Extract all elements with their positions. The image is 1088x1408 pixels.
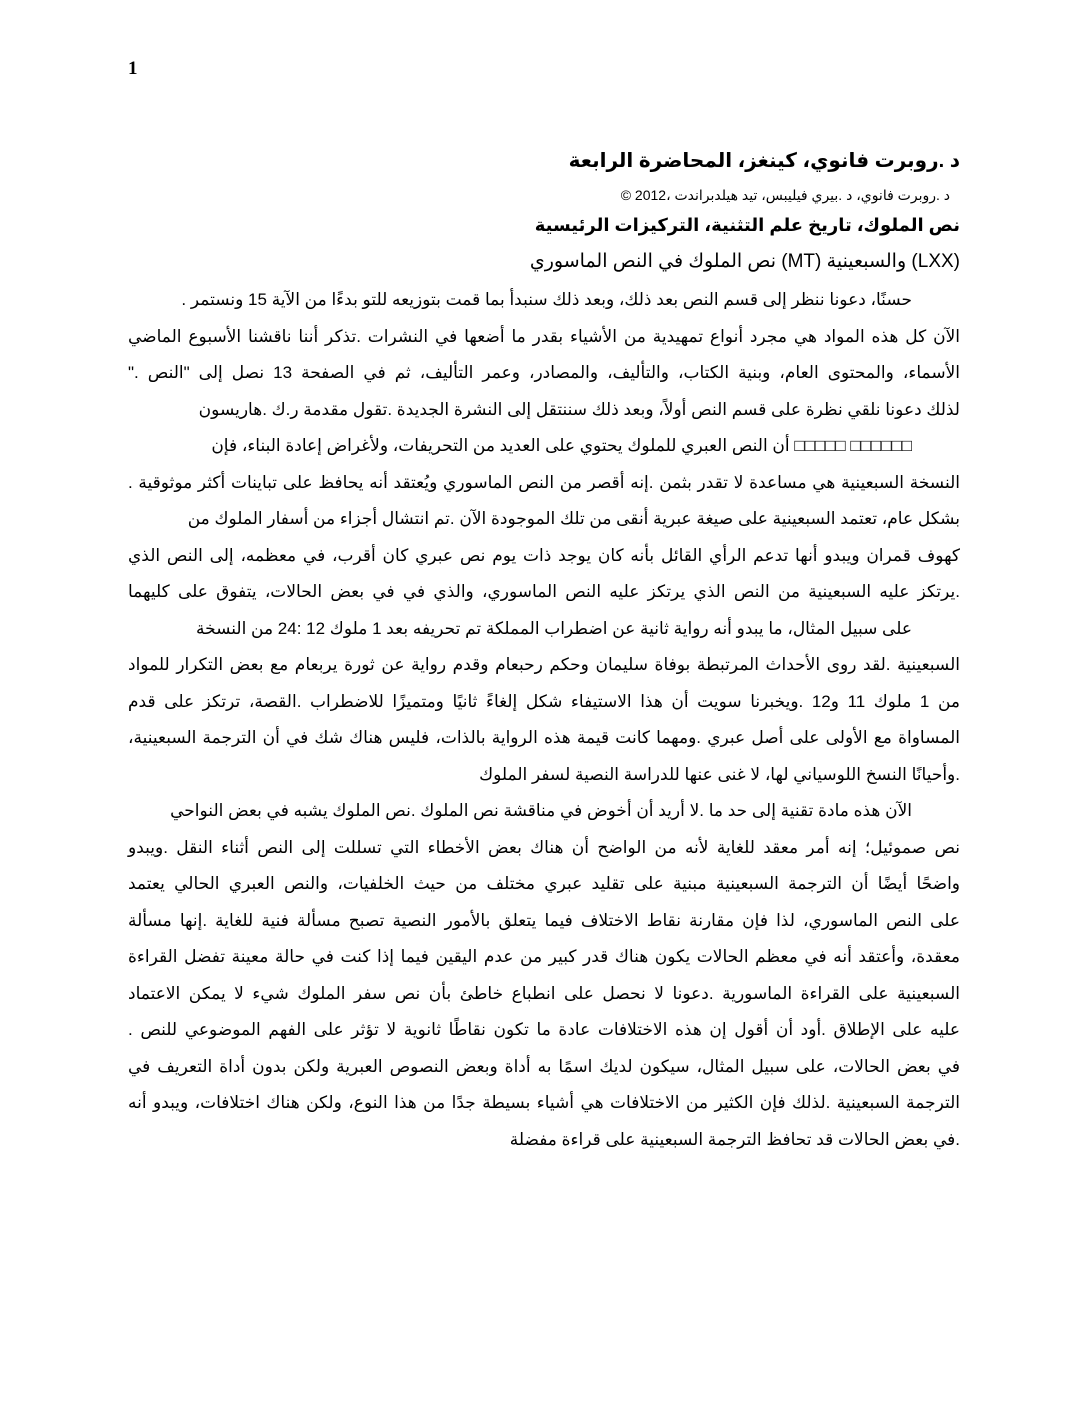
paragraph-line: المساواة مع الأولى على أصل عبري .ومهما كانت قيمة هذه الرواية بالذات، فليس هناك شك في أن الترجمة السبعينية، xyxy=(128,728,960,747)
paragraph-line: الترجمة السبعينية .لذلك فإن الكثير من الاختلافات هي أشياء بسيطة جدًا من هذا النوع، ولكن هناك اختلافات، ويبدو أنه xyxy=(128,1093,960,1112)
copyright-line: د .روبرت فانوي، د .بيري فيليبس، تيد هيلدبراندت ،2012 © xyxy=(620,187,950,203)
paragraph xyxy=(128,428,960,611)
paragraph-line: على سبيل المثال، ما يبدو أنه رواية ثانية عن اضطراب المملكة تم تحريفه بعد 1 ملوك 12 :24 من النسخة xyxy=(196,618,912,638)
paragraph-line: من 1 ملوك 11 و12 .ويخبرنا سويت أن هذا الاستيفاء شكل إلغاءً ثانيًا ومتميزًا للاضطراب .القصة، ترتكز على قدم xyxy=(128,691,960,711)
paragraph-line: على النص الماسوري، لذا فإن مقارنة نقاط الاختلاف فيما يتعلق بالأمور النصية تصبح مسألة فنية للغاية .إنها مسألة xyxy=(128,910,960,930)
paragraph-line: السبعينية .لقد روى الأحداث المرتبطة بوفاة سليمان وحكم رحبعام وقدم رواية عن ثورة يربعام مع بعض التكرار للمواد xyxy=(128,655,960,674)
paragraph xyxy=(128,611,960,794)
paragraph-line: نص صموئيل؛ إنه أمر معقد للغاية لأنه من الواضح أن هناك بعض الأخطاء التي تسللت إلى النص أثناء النقل .ويبدو xyxy=(128,837,960,857)
paragraph-line: .يرتكز عليه السبعينية من النص الذي يرتكز عليه النص الماسوري، والذي في في بعض الحالات، يتفوق على كليهما xyxy=(128,582,960,601)
paragraph xyxy=(128,793,960,1158)
page-number: 1 xyxy=(128,58,138,79)
paragraph-line: بشكل عام، تعتمد السبعينية على صيغة عبرية أنقى من تلك الموجودة الآن .تم انتشال أجزاء من أسفار الملوك من xyxy=(187,509,960,528)
paragraph-line: .وأحيانًا النسخ اللوسياني لها، لا غنى عنها للدراسة النصية لسفر الملوك xyxy=(479,764,960,784)
paragraph-line: معقدة، وأعتقد أنه في معظم الحالات يكون هناك قدر كبير من عدم اليقين فيما إذا كنت في حالة معينة تفضل القراءة xyxy=(128,947,960,966)
paragraph-line: النسخة السبعينية هي مساعدة لا تقدر بثمن .إنه أقصر من النص الماسوري ويُعتقد أنه يحافظ على تباينات أكثر موثوقية . xyxy=(128,472,960,492)
paragraph xyxy=(128,282,960,428)
paragraph-line: السبعينية على القراءة الماسورية .دعونا لا نحصل على انطباع خاطئ بأن نص سفر الملوك شيء لا يمكن الاعتماد xyxy=(128,983,960,1003)
section-heading: (LXX) والسبعينية (MT) نص الملوك في النص الماسوري xyxy=(529,251,960,272)
paragraph-line: عليه على الإطلاق .أود أن أقول إن هذه الاختلافات عادة ما تكون نقاطًا ثانوية لا تؤثر على الفهم الموضوعي للنص . xyxy=(128,1020,960,1039)
paragraph-line: الآن هذه مادة تقنية إلى حد ما .لا أريد أن أخوض في مناقشة نص الملوك .نص الملوك يشبه في بعض النواحي xyxy=(170,801,912,820)
paragraph-line: الأسماء، والمحتوى العام، وبنية الكتاب، والتأليف، والمصادر، وعمر التأليف، ثم في الصفحة 13 نصل إلى "النص ." xyxy=(128,363,961,382)
paragraph-line: حسنًا، دعونا ننظر إلى قسم النص بعد ذلك، وبعد ذلك سنبدأ بما قمت بتوزيعه للتو بدءًا من الآية 15 ونستمر . xyxy=(181,290,912,309)
paragraph-line: في بعض الحالات، على سبيل المثال، سيكون لديك اسمًا به أداة وبعض النصوص العبرية ولكن بدون أداة التعريف في xyxy=(128,1056,960,1076)
paragraph-line: الآن كل هذه المواد هي مجرد أنواع تمهيدية من الأشياء بقدر ما أضعها في النشرات .تذكر أننا ناقشنا الأسبوع الماضي xyxy=(128,326,960,346)
paragraph-line: واضحًا أيضًا أن الترجمة السبعينية مبنية على تقليد عبري مختلف من حيث الخلفيات، والنص العبري الحالي يعتمد xyxy=(128,874,960,893)
paragraph-line: كهوف قمران ويبدو أنها تدعم الرأي القائل بأنه كان يوجد ذات يوم نص عبري كان أقرب، في معظمه، إلى النص الذي xyxy=(128,545,960,565)
paragraph-line: .في بعض الحالات قد تحافظ الترجمة السبعينية على قراءة مفضلة xyxy=(509,1129,960,1149)
document-title: د .روبرت فانوي، كينغز، المحاضرة الرابعة xyxy=(568,150,960,172)
document-subtitle: نص الملوك، تاريخ علم التثنية، التركيزات الرئيسية xyxy=(534,215,960,235)
paragraph-line: لذلك دعونا نلقي نظرة على قسم النص أولاً، وبعد ذلك سننتقل إلى النشرة الجديدة .تقول مقدمة ر.ك .هاريسون xyxy=(198,399,960,419)
paragraph-line: □□□□□□ □□□□□ أن النص العبري للملوك يحتوي على العديد من التحريفات، ولأغراض إعادة البناء، فإن xyxy=(211,436,912,455)
document-body xyxy=(128,140,960,1158)
